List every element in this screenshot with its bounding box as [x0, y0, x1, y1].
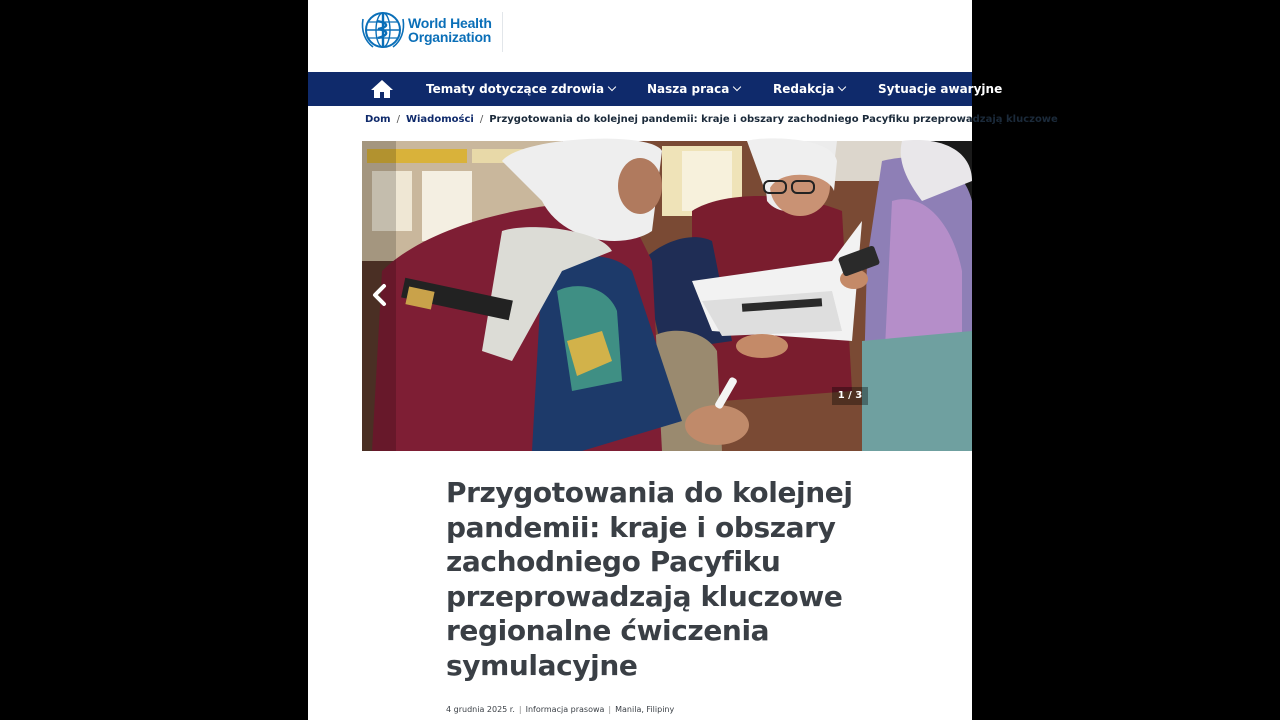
article-location: Manila, Filipiny — [615, 705, 675, 714]
main-nav — [308, 72, 1003, 106]
carousel-counter: 1 / 3 — [832, 387, 868, 405]
nav-item-label: Redakcja — [773, 82, 835, 96]
nav-item-newsroom[interactable] — [773, 72, 845, 106]
nav-item-label: Tematy dotyczące zdrowia — [426, 82, 605, 96]
who-logo[interactable] — [361, 11, 492, 49]
header-divider — [502, 12, 503, 52]
breadcrumb — [365, 114, 1058, 125]
article-type: Informacja prasowa — [525, 705, 605, 714]
chevron-down-icon — [838, 83, 846, 91]
article-title: Przygotowania do kolejnej pandemii: kraje i obszary zachodniego Pacyfiku przeprowadzają kluczowe regionalne ćwiczenia symulacyjne — [446, 476, 853, 682]
nav-item-health-topics[interactable] — [426, 72, 615, 106]
chevron-down-icon — [608, 83, 616, 91]
nav-item-emergencies[interactable] — [878, 72, 1002, 106]
home-icon[interactable] — [370, 79, 394, 99]
breadcrumb-current: Przygotowania do kolejnej pandemii: kraje i obszary zachodniego Pacyfiku przeprowadzają kluczowe — [489, 114, 1058, 125]
nav-item-label: Nasza praca — [647, 82, 730, 96]
nav-item-our-work[interactable] — [647, 72, 740, 106]
breadcrumb-separator: / — [396, 114, 400, 125]
meta-separator: | — [518, 705, 522, 714]
brand-line-2: Organization — [408, 29, 492, 45]
site-header — [308, 0, 972, 72]
page — [308, 0, 1058, 720]
meta-separator: | — [608, 705, 612, 714]
article-date: 4 grudnia 2025 r. — [446, 705, 515, 714]
article-meta — [446, 705, 674, 714]
brand-line-1: World Health — [408, 15, 492, 31]
hero-image-carousel[interactable] — [362, 141, 972, 451]
who-wordmark — [408, 16, 492, 44]
breadcrumb-home[interactable]: Dom — [365, 114, 391, 125]
breadcrumb-separator: / — [479, 114, 484, 125]
chevron-left-icon[interactable] — [370, 283, 390, 307]
chevron-down-icon — [733, 83, 741, 91]
hero-photo — [362, 141, 972, 451]
nav-item-label: Sytuacje awaryjne — [878, 82, 1003, 96]
breadcrumb-news[interactable]: Wiadomości — [405, 114, 474, 125]
who-emblem-icon — [361, 11, 405, 49]
